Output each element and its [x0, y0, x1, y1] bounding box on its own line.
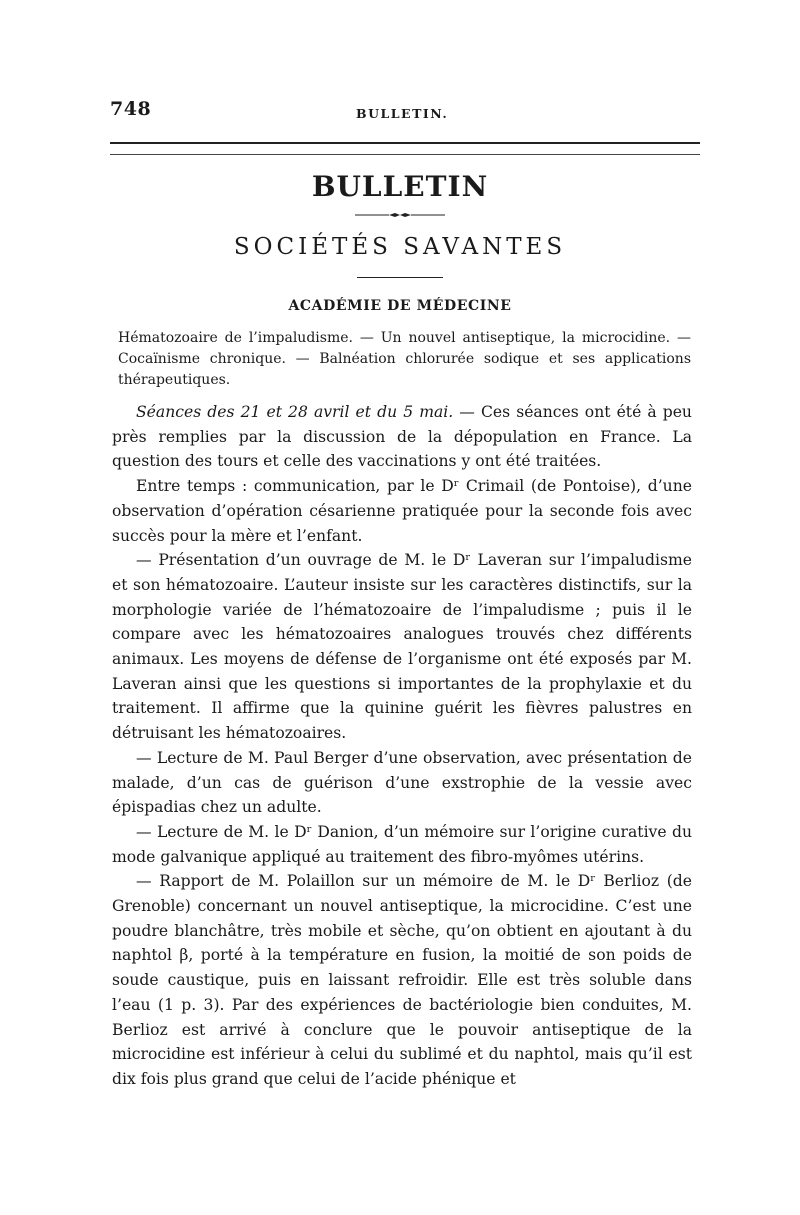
paragraph: Entre temps : communication, par le Dʳ Crimail (de Pontoise), d’une observation d’opération césarienne pratiquée pour la seconde fois avec succès pour la mère et l’enfant.	[112, 477, 692, 545]
header-double-rule	[110, 142, 700, 155]
paragraph: — Présentation d’un ouvrage de M. le Dʳ Laveran sur l’impaludisme et son hématozoaire. L’auteur insiste sur les caractères distinctifs, sur la morphologie variée de l’hématozoaire de l’impaludisme ; puis il le compare avec les hématozoaires analogues trouvés chez différents animaux. Les moyens de défense de l’organisme ont été exposés par M. Laveran ainsi que les questions si importantes de la prophylaxie et du traitement. Il affirme que la quinine guérit les fièvres palustres en détruisant les hématozoaires.	[112, 551, 692, 743]
paragraph	[112, 400, 692, 474]
running-head	[110, 98, 700, 128]
page-title: BULLETIN	[311, 170, 489, 203]
summary-abstract	[118, 328, 691, 391]
paragraph-text: — Ces séances ont été à peu près remplies par la discussion de la dépopulation en France. La question des tours et celle des vaccinations y ont été traitées.	[112, 403, 692, 471]
page-number: 748	[110, 98, 152, 120]
paragraph: — Rapport de M. Polaillon sur un mémoire de M. le Dʳ Berlioz (de Grenoble) concernant un nouvel antiseptique, la microcidine. C’est une poudre blanchâtre, très mobile et sèche, qu’on obtient en ajoutant à du naphtol β, porté à la température en fusion, la moitié de son poids de soude caustique, puis en laissant refroidir. Elle est très soluble dans l’eau (1 p. 3). Par des expériences de bactériologie bien conduites, M. Berlioz est arrivé à conclure que le pouvoir antiseptique de la microcidine est inférieur à celui du sublimé et du naphtol, mais qu’il est dix fois plus grand que celui de l’acide phénique et	[112, 872, 692, 1088]
section-title: SOCIÉTÉS SAVANTES	[233, 234, 567, 260]
section-rule	[357, 277, 443, 278]
session-dates: Séances des 21 et 28 avril et du 5 mai.	[136, 403, 454, 421]
article-body	[112, 400, 692, 1092]
paragraph: — Lecture de M. Paul Berger d’une observation, avec présentation de malade, d’un cas de guérison d’une exstrophie de la vessie avec épispadias chez un adulte.	[112, 748, 692, 817]
academy-heading: ACADÉMIE DE MÉDECINE	[288, 298, 512, 314]
paragraph: — Lecture de M. le Dʳ Danion, d’un mémoire sur l’origine curative du mode galvanique appliqué au traitement des fibro-myômes utérins.	[112, 822, 692, 866]
fleuron-ornament	[355, 212, 445, 218]
running-title: BULLETIN.	[356, 106, 449, 121]
summary-text: Hématozoaire de l’impaludisme. — Un nouvel antiseptique, la microcidine. — Cocaïnisme chronique. — Balnéation chlorurée sodique et ses applications thérapeutiques.	[118, 330, 691, 388]
